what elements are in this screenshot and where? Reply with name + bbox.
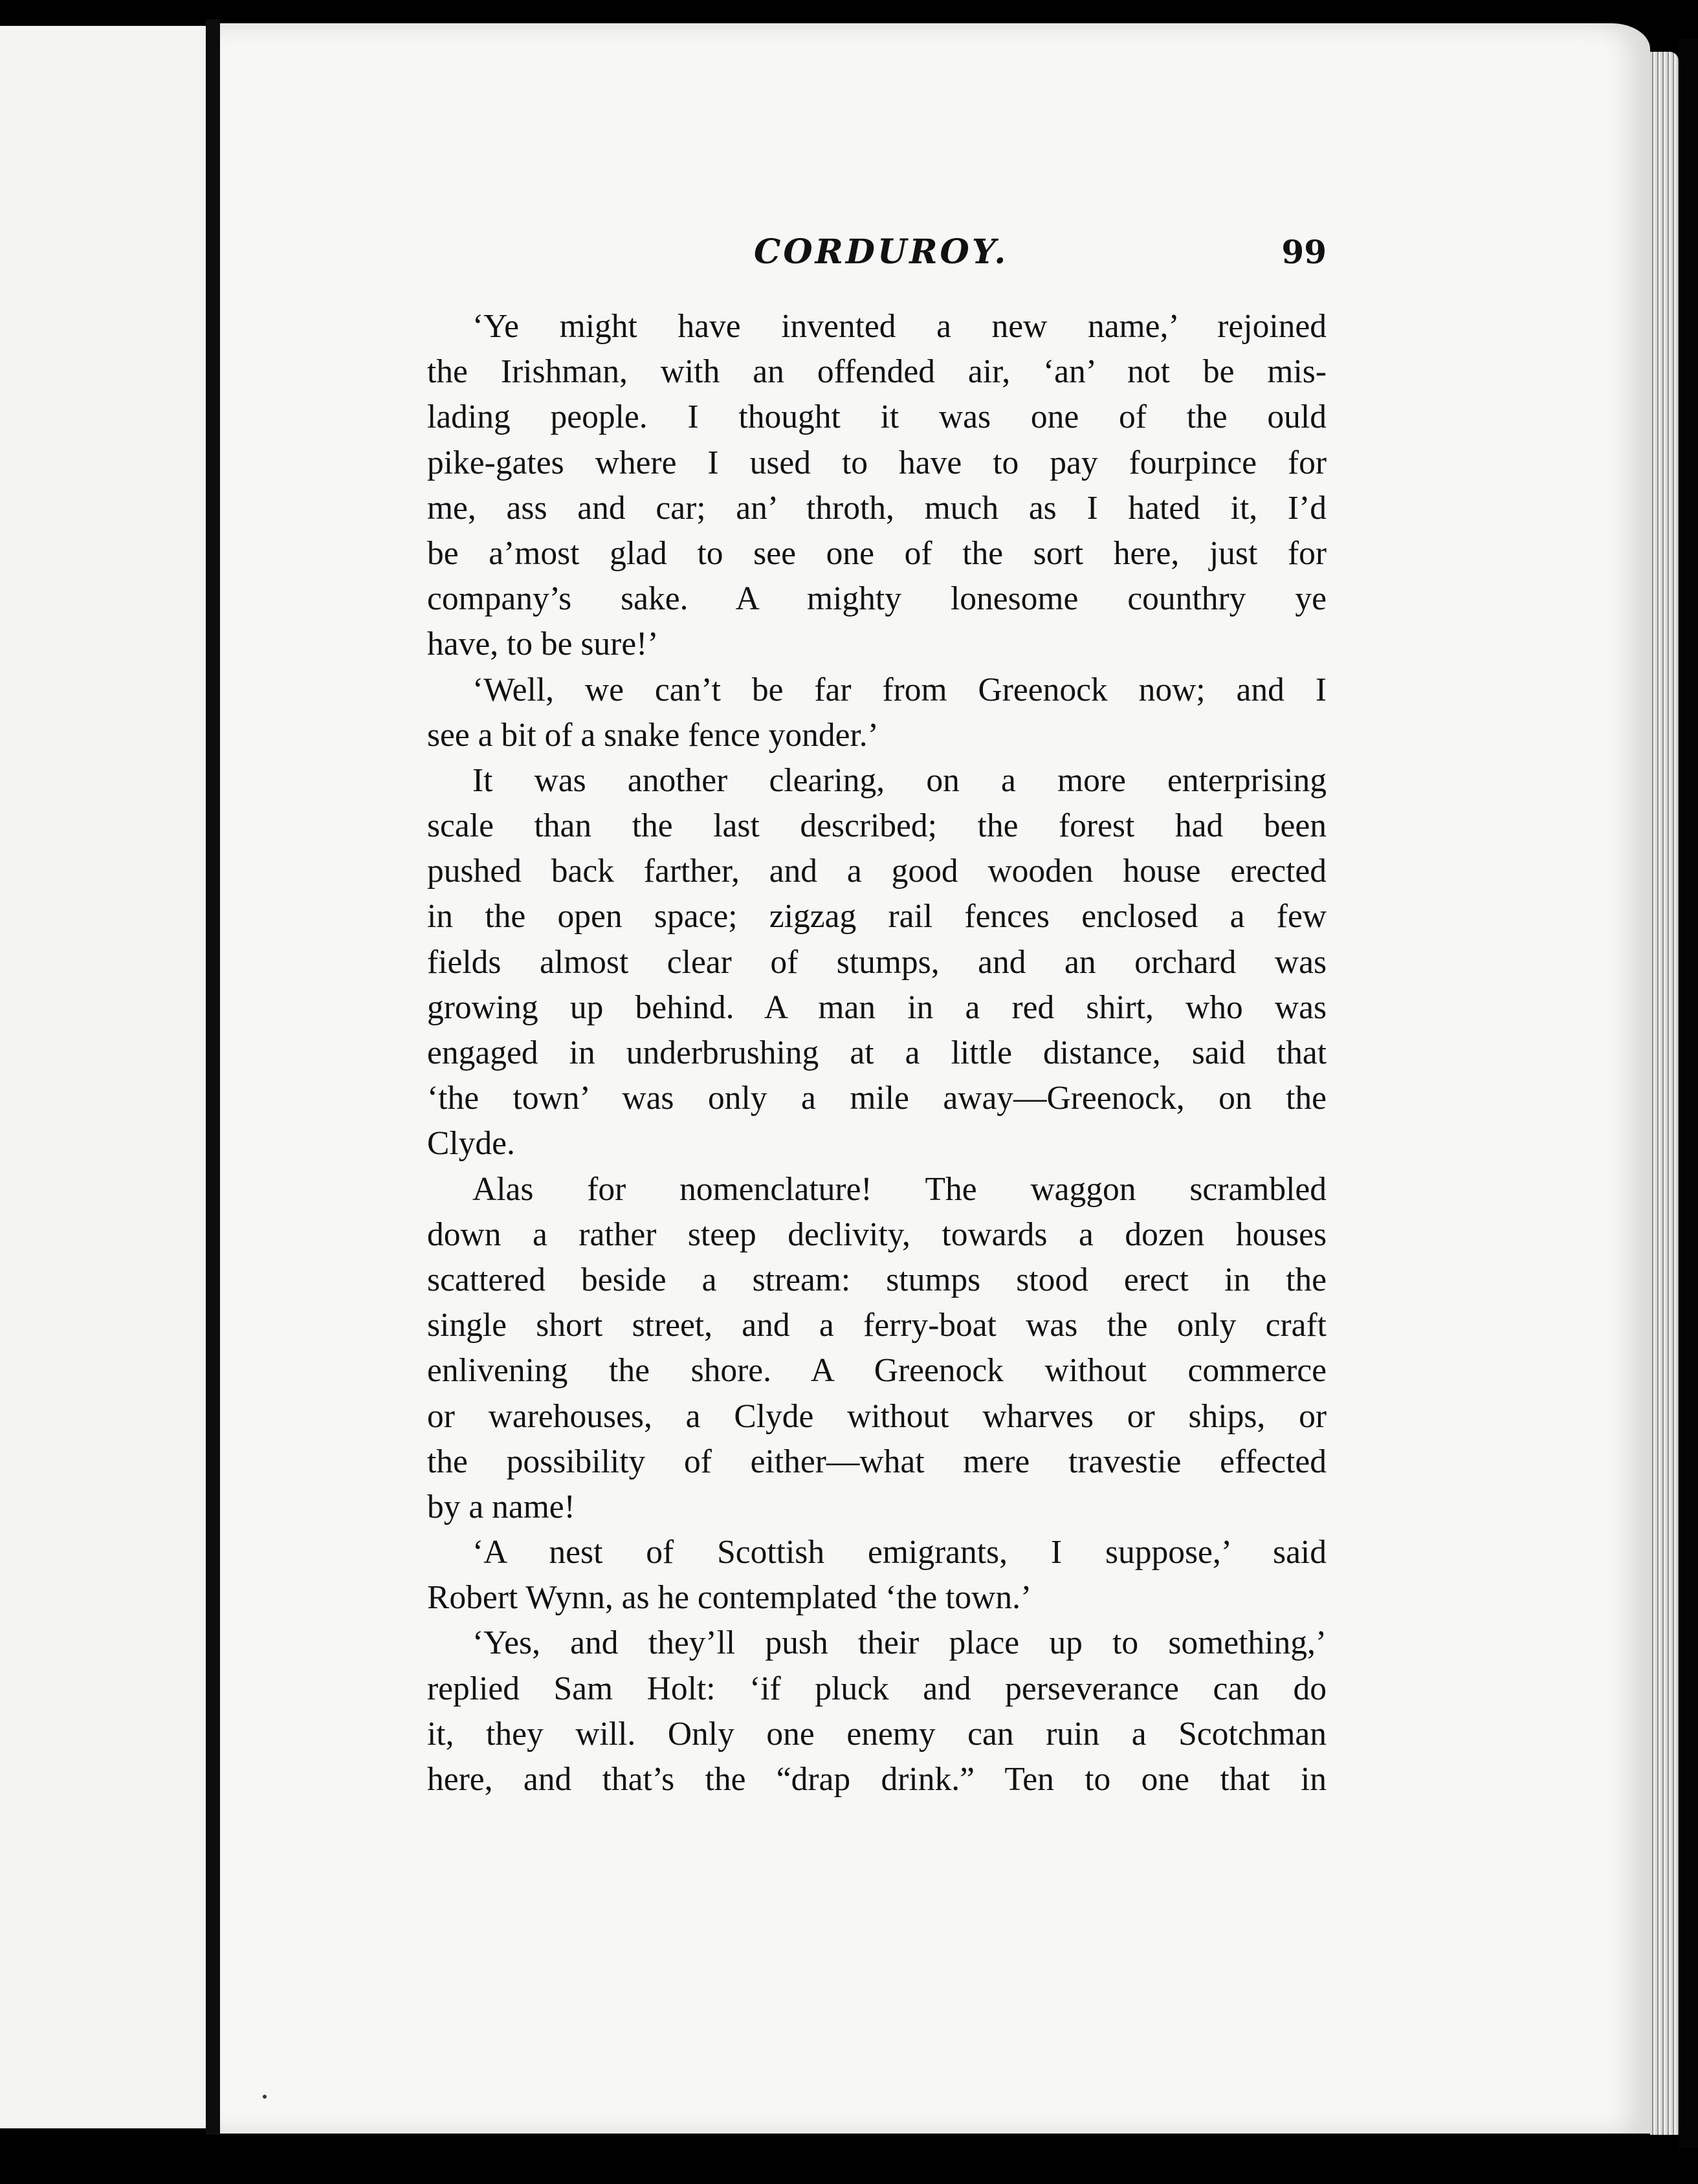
paragraph: [427, 668, 1327, 758]
page-number: 99: [1281, 233, 1327, 271]
text-line: single short street, and a ferry-boat was the only craft: [427, 1307, 1327, 1344]
text-line: Clyde.: [427, 1125, 515, 1163]
text-line: pushed back farther, and a good wooden house erected: [427, 853, 1327, 890]
text-line: company’s sake. A mighty lonesome counthry ye: [427, 580, 1327, 618]
text-line: have, to be sure!’: [427, 626, 659, 663]
text-line: ‘the town’ was only a mile away—Greenock, on the: [427, 1080, 1327, 1117]
text-line: replied Sam Holt: ‘if pluck and perseverance can do: [427, 1670, 1327, 1707]
running-title: CORDUROY.: [754, 232, 1009, 272]
text-line: in the open space; zigzag rail fences enclosed a few: [427, 898, 1327, 935]
text-line: lading people. I thought it was one of the ould: [427, 399, 1327, 436]
text-line: be a’most glad to see one of the sort here, just for: [427, 534, 1327, 572]
text-line: the Irishman, with an offended air, ‘an’ not be mis-: [427, 353, 1327, 391]
text-line: me, ass and car; an’ throth, much as I hated it, I’d: [427, 489, 1327, 527]
text-line: the possibility of either—what mere travestie effected: [427, 1443, 1327, 1480]
facing-page-edge: [0, 26, 206, 2128]
text-line: ‘A nest of Scottish emigrants, I suppose,’ said: [472, 1534, 1327, 1571]
text-line: ‘Ye might have invented a new name,’ rejoined: [472, 308, 1327, 345]
text-line: scattered beside a stream: stumps stood erect in the: [427, 1261, 1327, 1298]
paragraph: [427, 304, 1327, 668]
text-line: engaged in underbrushing at a little distance, said that: [427, 1034, 1327, 1071]
paragraph: [427, 758, 1327, 1167]
paragraph: [427, 1167, 1327, 1531]
text-line: by a name!: [427, 1488, 575, 1525]
paragraph: [427, 1621, 1327, 1802]
paragraph: [427, 1530, 1327, 1621]
text-line: fields almost clear of stumps, and an orchard was: [427, 943, 1327, 981]
page-edges: [1650, 52, 1679, 2135]
text-line: Robert Wynn, as he contemplated ‘the town.’: [427, 1579, 1032, 1617]
running-head: [427, 226, 1327, 278]
text-line: It was another clearing, on a more enterprising: [472, 761, 1327, 799]
page-speck: [263, 2095, 267, 2099]
book-gutter: [206, 19, 220, 2135]
text-line: scale than the last described; the forest had been: [427, 807, 1327, 845]
text-line: down a rather steep declivity, towards a dozen houses: [427, 1216, 1327, 1253]
text-line: growing up behind. A man in a red shirt, who was: [427, 988, 1327, 1026]
text-line: here, and that’s the “drap drink.” Ten to one that in: [427, 1761, 1327, 1798]
text-line: see a bit of a snake fence yonder.’: [427, 716, 879, 754]
text-line: or warehouses, a Clyde without wharves or ships, or: [427, 1397, 1327, 1435]
text-line: ‘Well, we can’t be far from Greenock now; and I: [472, 671, 1327, 708]
text-line: Alas for nomenclature! The waggon scrambled: [472, 1170, 1327, 1208]
scan-border: [1679, 39, 1698, 2148]
text-line: it, they will. Only one enemy can ruin a Scotchman: [427, 1715, 1327, 1753]
text-line: pike-gates where I used to have to pay fourpince for: [427, 444, 1327, 481]
text-line: ‘Yes, and they’ll push their place up to something,’: [472, 1624, 1327, 1662]
body-text: [427, 304, 1327, 1802]
text-line: enlivening the shore. A Greenock without commerce: [427, 1352, 1327, 1390]
